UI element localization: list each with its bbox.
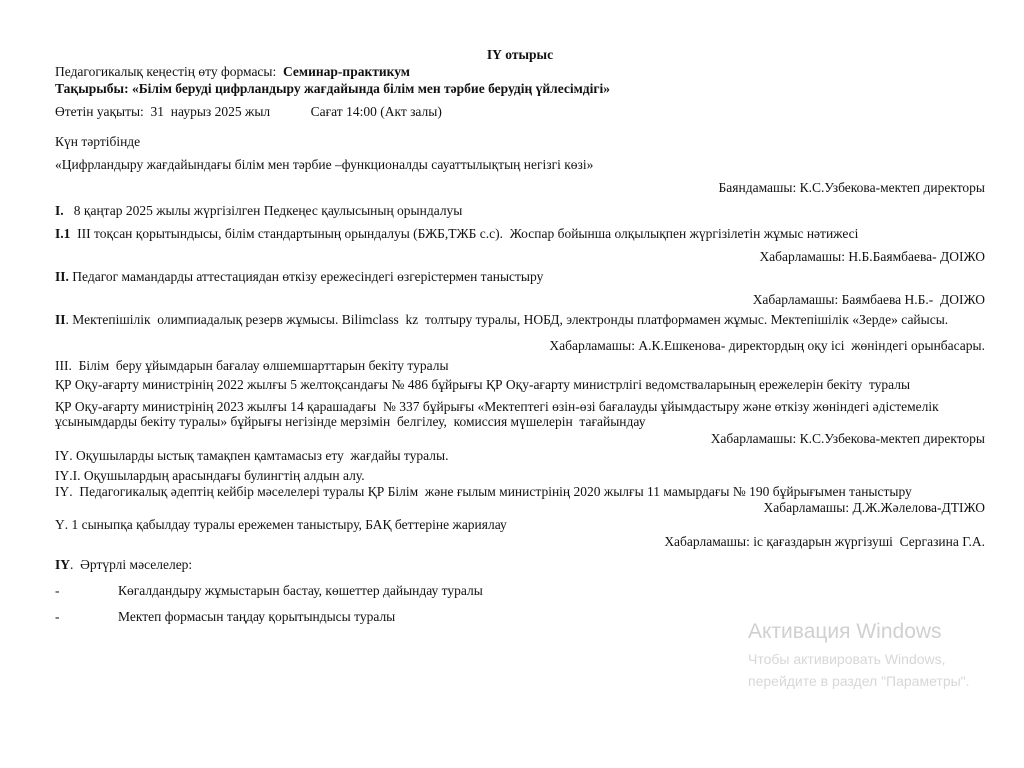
speaker-line-uzbekova: Хабарламашы: К.С.Узбекова-мектеп директоры — [710, 430, 985, 446]
order-486-paragraph: ҚР Оқу-ағарту министрінің 2022 жылғы 5 желтоқсандағы № 486 бұйрығы ҚР Оқу-ағарту министрлігі ведомстваларының ережелерін бекіту туралы — [55, 377, 911, 392]
agenda-item-4: ІҮ. Оқушыларды ыстық тамақпен қамтамасыз ету жағдайы туралы. — [55, 447, 449, 463]
agenda-item-2-text: Педагог мамандарды аттестациядан өткізу ережесіндегі өзгерістермен таныстыру — [68, 269, 544, 284]
speaker-line-bayambaeva-2: Хабарламашы: Баямбаева Н.Б.- ДОІЖО — [752, 292, 985, 307]
agenda-item-5: Ү. 1 сыныпқа қабылдау туралы ережемен таныстыру, БАҚ беттеріне жариялау — [55, 517, 507, 532]
meeting-form-value: Семинар-практикум — [283, 64, 410, 79]
agenda-item-4-1: ІҮ.І. Оқушылардың арасындағы булингтің алдын алу. — [55, 467, 365, 483]
document-body — [55, 46, 985, 625]
windows-activation-title: Активация Windows — [748, 620, 942, 643]
meeting-session-title: ІҮ отырыс — [486, 47, 554, 62]
report-topic-line: «Цифрландыру жағдайындағы білім мен тәрбие –функционалды сауаттылықтың негізгі көзі» — [55, 157, 594, 172]
agenda-item-1-number: І. — [55, 203, 64, 218]
meeting-topic-line: Тақырыбы: «Білім беруді цифрландыру жағдайында білім мен тәрбие берудің үйлесімдігі» — [55, 81, 611, 96]
agenda-item-2b-number: ІІ — [55, 312, 66, 327]
windows-activation-line2: перейдите в раздел "Параметры". — [748, 673, 970, 689]
agenda-item-misc-text: . Әртүрлі мәселелер: — [70, 557, 193, 572]
agenda-item-1-1-number: І.1 — [55, 226, 71, 241]
speaker-line-zhalelova: Хабарламашы: Д.Ж.Жәлелова-ДТІЖО — [763, 500, 985, 515]
agenda-item-misc — [55, 556, 985, 573]
speaker-line-eshkenova: Хабарламашы: А.К.Ешкенова- директордың оқу ісі жөніндегі орынбасары. — [549, 338, 985, 353]
agenda-item-misc-number: ІҮ — [55, 557, 71, 572]
speaker-line-director: Баяндамашы: К.С.Узбекова-мектеп директоры — [718, 180, 985, 195]
speaker-line-sergazina: Хабарламашы: іс қағаздарын жүргізуші Сергазина Г.А. — [664, 534, 985, 549]
agenda-item-3: ІІІ. Білім беру ұйымдарын бағалау өлшемшарттарын бекіту туралы — [55, 358, 449, 373]
agenda-item-1 — [55, 202, 985, 219]
misc-list-item-1-text: Көгалдандыру жұмыстарын бастау, көшеттер дайындау туралы — [118, 583, 483, 598]
meeting-datetime-line: Өтетін уақыты: 31 наурыз 2025 жыл Сағат 14:00 (Акт залы) — [55, 104, 442, 119]
agenda-item-2b — [55, 311, 985, 328]
meeting-form-label: Педагогикалық кеңестің өту формасы: — [55, 64, 283, 79]
agenda-item-2 — [55, 268, 985, 285]
windows-activation-watermark — [748, 620, 1008, 692]
agenda-heading: Күн тәртібінде — [55, 134, 141, 149]
agenda-item-1-text: 8 қаңтар 2025 жылы жүргізілген Педкеңес қаулысының орындалуы — [63, 203, 463, 218]
misc-list-item-2-text: Мектеп формасын таңдау қорытындысы туралы — [118, 609, 396, 624]
speaker-line-bayambaeva-1: Хабарламашы: Н.Б.Баямбаева- ДОІЖО — [759, 249, 985, 264]
windows-activation-line1: Чтобы активировать Windows, — [748, 651, 946, 667]
agenda-item-1-1-text: ІІІ тоқсан қорытындысы, білім стандартының орындалуы (БЖБ,ТЖБ с.с). Жоспар бойынша олқылықпен жүргізілетін жұмыс нәтижесі — [70, 226, 859, 241]
agenda-item-2-number: ІІ. — [55, 269, 69, 284]
list-dash: - — [55, 583, 60, 598]
meeting-form-line — [55, 63, 985, 80]
order-337-paragraph: ҚР Оқу-ағарту министрінің 2023 жылғы 14 қарашадағы № 337 бұйрығы «Мектептегі өзін-өзі бағалауды ұйымдастыру және өткізу жөніндегі әдістемелік ұсынымдарды бекіту туралы» бұйрығы негізінде мерзімін белгілеу, комиссия мүшелерін тағайындау — [55, 398, 946, 429]
list-dash: - — [55, 609, 60, 624]
agenda-item-2b-text: . Мектепішілік олимпиадалық резерв жұмысы. Bilimclass kz толтыру туралы, НОБД, электронды платформамен жұмыс. Мектепішілік «Зерде» сайысы. — [65, 312, 949, 327]
agenda-item-1-1 — [55, 225, 985, 242]
misc-list-item-1 — [55, 582, 985, 599]
agenda-item-4b: ІҮ. Педагогикалық әдептің кейбір мәселелері туралы ҚР Білім және ғылым министрінің 2020 жылғы 11 мамырдағы № 190 бұйрығымен таныстыру — [55, 483, 912, 499]
misc-list-item-2 — [55, 608, 985, 625]
